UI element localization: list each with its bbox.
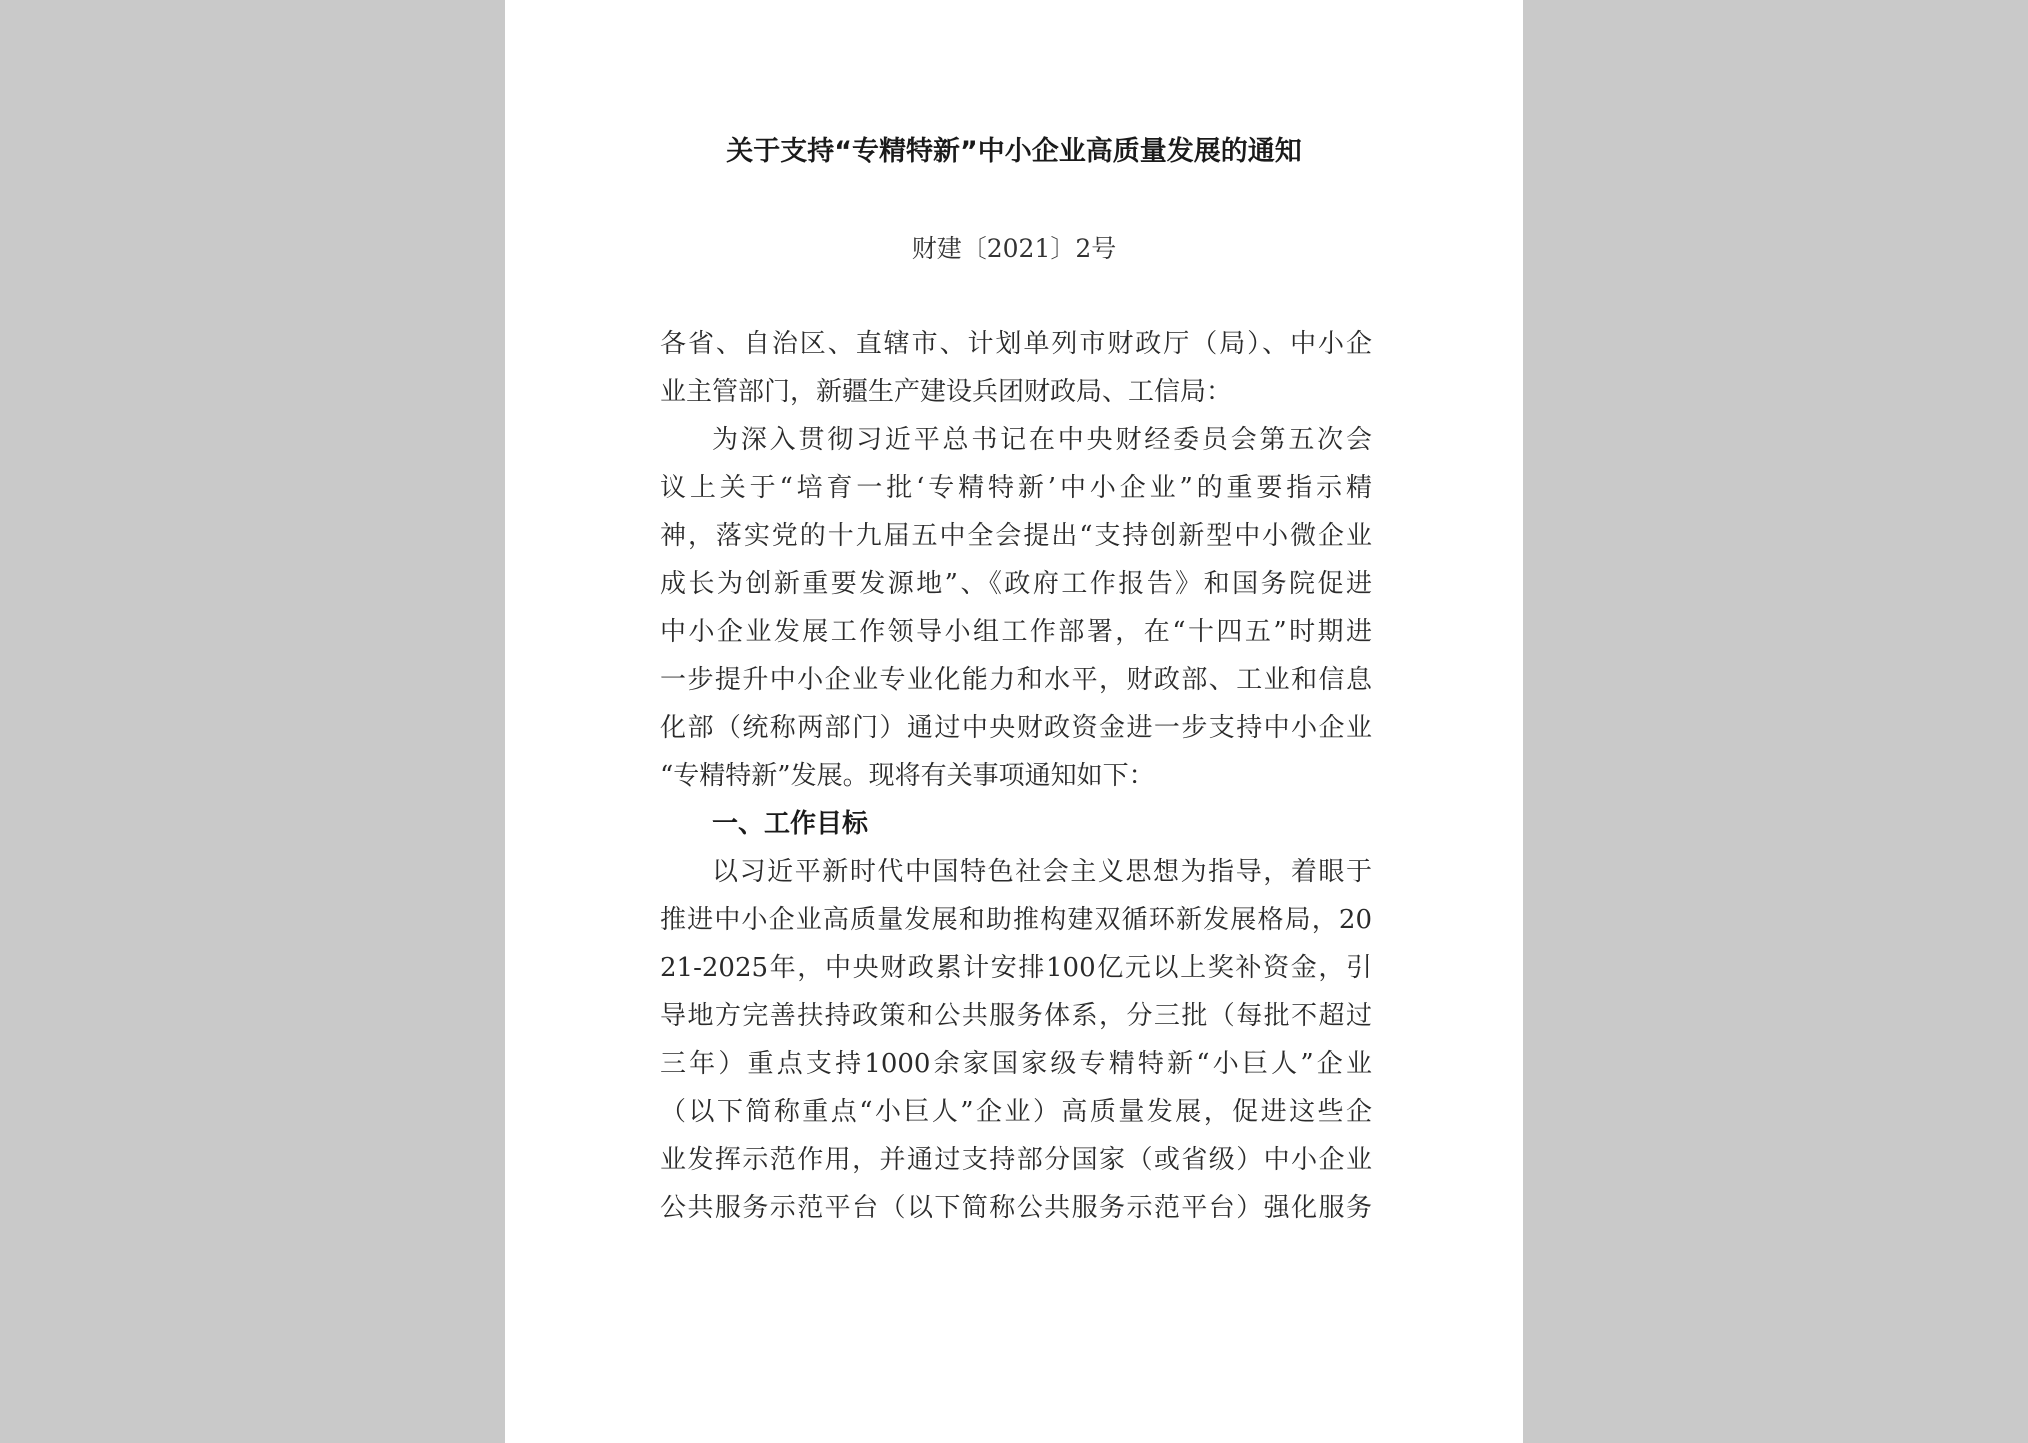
paragraph1-line-6: 一步提升中小企业专业化能力和水平，财政部、工业和信息 <box>660 665 1372 695</box>
paragraph2-line-2: 推进中小企业高质量发展和助推构建双循环新发展格局，20 <box>660 905 1372 935</box>
paragraph1-line-2: 议上关于“培育一批‘专精特新’中小企业”的重要指示精 <box>660 473 1372 503</box>
paragraph2-line-1: 以习近平新时代中国特色社会主义思想为指导，着眼于 <box>712 857 1372 887</box>
document-title: 关于支持“专精特新”中小企业高质量发展的通知 <box>726 136 1302 167</box>
paragraph2-line-8: 公共服务示范平台（以下简称公共服务示范平台）强化服务 <box>660 1193 1372 1223</box>
paragraph1-line-4: 成长为创新重要发源地”、《政府工作报告》和国务院促进 <box>660 569 1372 599</box>
paragraph1-line-5: 中小企业发展工作领导小组工作部署，在“十四五”时期进 <box>660 617 1372 647</box>
section-heading: 一、工作目标 <box>712 809 869 839</box>
paragraph2-line-3: 21-2025年，中央财政累计安排100亿元以上奖补资金，引 <box>660 953 1372 983</box>
addressee-line-2: 业主管部门，新疆生产建设兵团财政局、工信局： <box>660 377 1233 407</box>
paragraph1-line-8: “专精特新”发展。现将有关事项通知如下： <box>660 761 1155 791</box>
paragraph1-line-7: 化部（统称两部门）通过中央财政资金进一步支持中小企业 <box>660 713 1372 743</box>
paragraph2-line-4: 导地方完善扶持政策和公共服务体系，分三批（每批不超过 <box>660 1001 1372 1031</box>
paragraph2-line-5: 三年）重点支持1000余家国家级专精特新“小巨人”企业 <box>660 1049 1372 1079</box>
paragraph2-line-6: （以下简称重点“小巨人”企业）高质量发展，促进这些企 <box>660 1097 1372 1127</box>
document-page <box>505 0 1523 1443</box>
document-number: 财建〔2021〕2号 <box>911 234 1117 263</box>
paragraph1-line-3: 神，落实党的十九届五中全会提出“支持创新型中小微企业 <box>660 521 1372 551</box>
paragraph1-line-1: 为深入贯彻习近平总书记在中央财经委员会第五次会 <box>712 425 1372 455</box>
paragraph2-line-7: 业发挥示范作用，并通过支持部分国家（或省级）中小企业 <box>660 1145 1372 1175</box>
addressee-line-1: 各省、自治区、直辖市、计划单列市财政厅（局）、中小企 <box>660 329 1372 359</box>
